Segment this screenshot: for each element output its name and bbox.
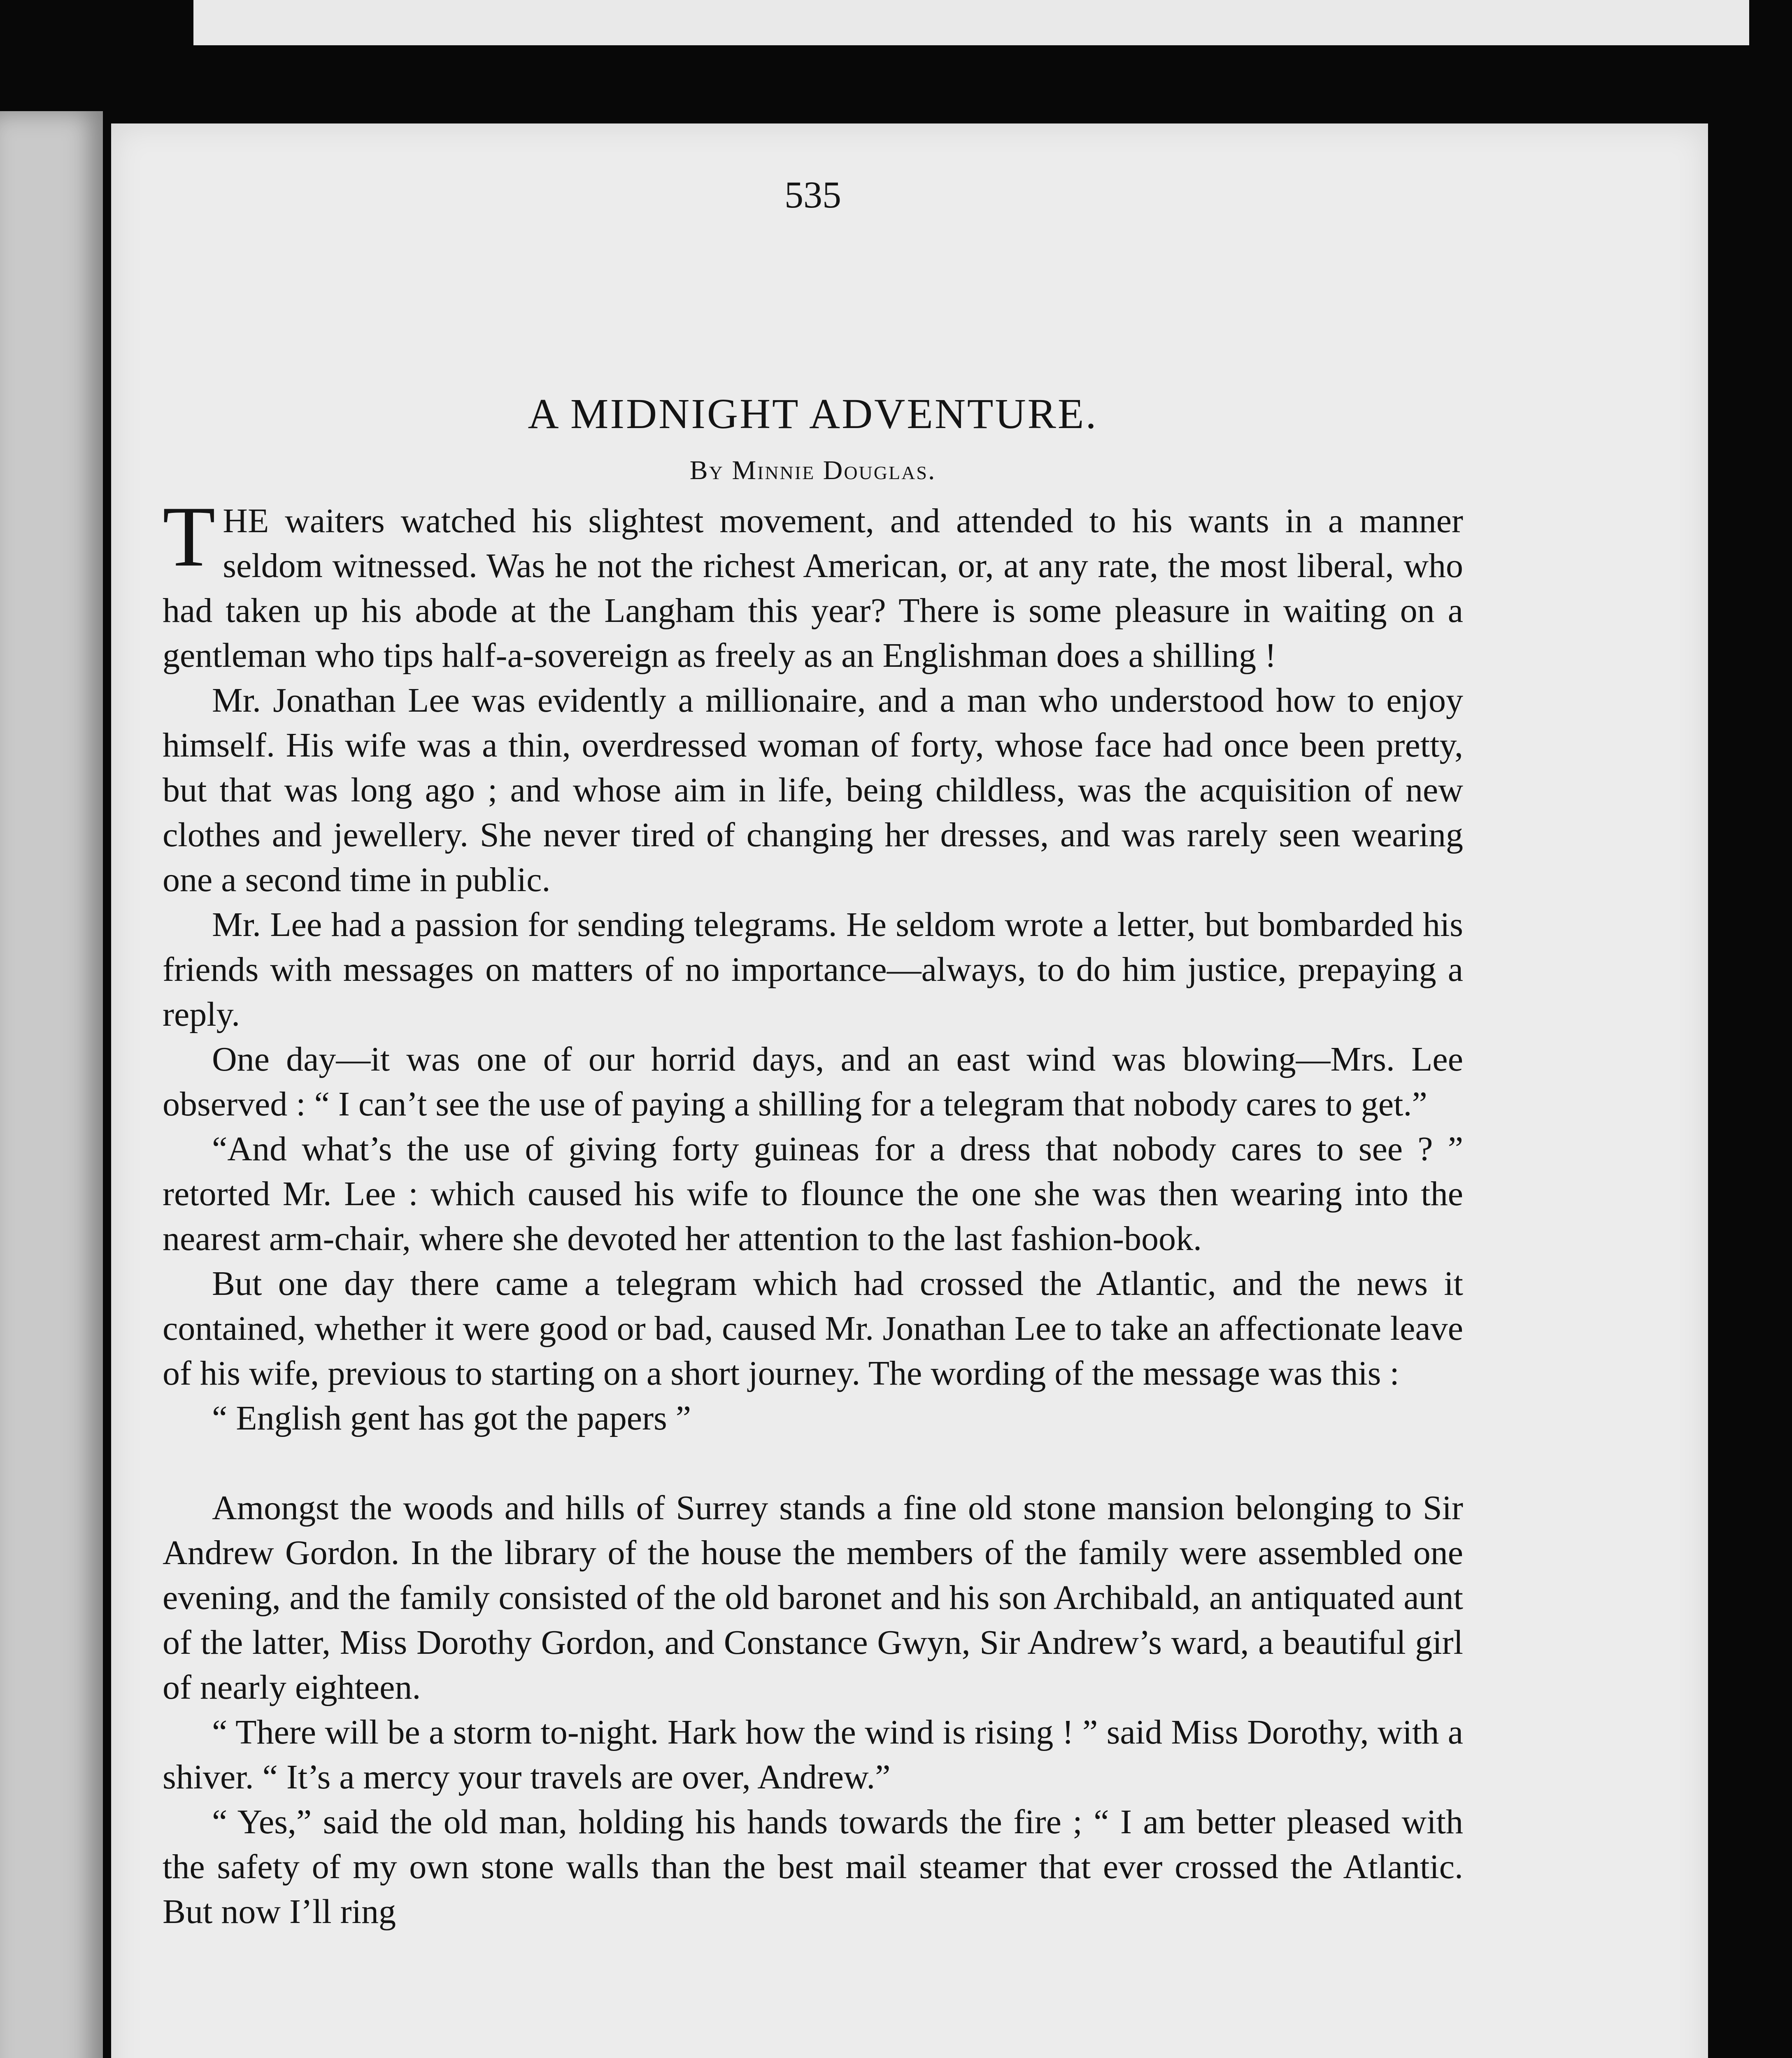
drop-cap: T [163, 489, 216, 584]
byline: By Minnie Douglas. [689, 455, 936, 485]
paragraph-1 [163, 489, 1463, 678]
paragraph: Mr. Jonathan Lee was evidently a millionaire, and a man who understood how to enjoy himself. His wife was a thin, overdressed woman of forty, whose face had once been pretty, but that was long ago ; and whose aim in life, being childless, was the acquisition of new clothes and jewellery. She never tired of changing her dresses, and was rarely seen wearing one a second time in public. [163, 681, 1463, 899]
story-body [163, 489, 1463, 1934]
paragraph: Amongst the woods and hills of Surrey stands a fine old stone mansion belonging to Sir Andrew Gordon. In the library of the house the members of the family were assembled one evening, and the family consisted of the old baronet and his son Archibald, an antiquated aunt of the latter, Miss Dorothy Gordon, and Constance Gwyn, Sir Andrew’s ward, a beautiful girl of nearly eighteen. [163, 1489, 1463, 1706]
paragraph: One day—it was one of our horrid days, and an east wind was blowing—Mrs. Lee observed : “ I can’t see the use of paying a shilling for a telegram that nobody cares to get.” [163, 1040, 1463, 1123]
paragraph: But one day there came a telegram which had crossed the Atlantic, and the news it contained, whether it were good or bad, caused Mr. Jonathan Lee to take an affectionate leave of his wife, previous to starting on a short journey. The wording of the message was this : [163, 1264, 1463, 1392]
paragraph: Mr. Lee had a passion for sending telegrams. He seldom wrote a letter, but bombarded his friends with messages on matters of no importance—always, to do him justice, prepaying a reply. [163, 906, 1463, 1034]
paragraph: “ There will be a storm to-night. Hark how the wind is rising ! ” said Miss Dorothy, with a shiver. “ It’s a mercy your travels are over, Andrew.” [163, 1713, 1463, 1796]
page-text [163, 173, 1463, 1934]
film-strip-top [193, 0, 1749, 45]
telegram-quote: “ English gent has got the papers ” [212, 1399, 691, 1437]
paragraph-1-text: HE waiters watched his slightest movement, and attended to his wants in a manner seldom witnessed. Was he not the richest American, or, at any rate, the most liberal, who had taken up his abode at the Langham this year? There is some pleasure in waiting on a gentleman who tips half-a-sovereign as freely as an Englishman does a shilling ! [163, 502, 1463, 675]
page-number: 535 [784, 174, 841, 216]
paragraph: “ Yes,” said the old man, holding his hands towards the fire ; “ I am better pleased with the safety of my own stone walls than the best mail steamer that ever crossed the Atlantic. But now I’ll ring [163, 1803, 1463, 1931]
adjacent-page-edge [0, 111, 103, 2058]
story-title: A MIDNIGHT ADVENTURE. [528, 390, 1098, 438]
paragraph: “And what’s the use of giving forty guineas for a dress that nobody cares to see ? ” retorted Mr. Lee : which caused his wife to flounce the one she was then wearing into the nearest arm-chair, where she devoted her attention to the last fashion-book. [163, 1130, 1463, 1258]
